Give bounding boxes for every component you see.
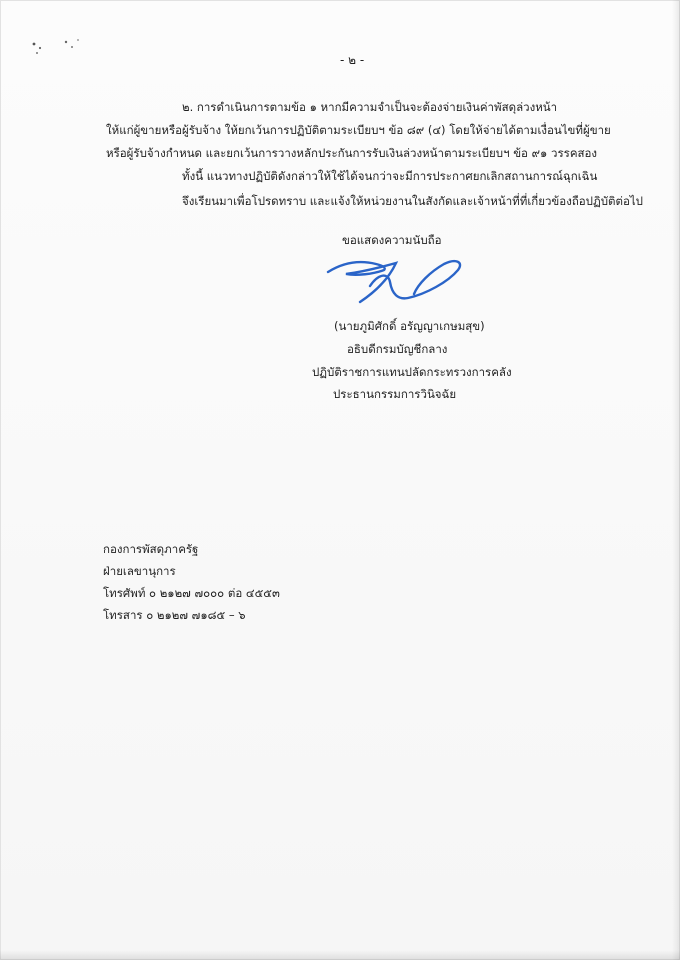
- scan-specks-icon: [26, 32, 86, 62]
- closing-request: จึงเรียนมาเพื่อโปรดทราบ และแจ้งให้หน่วยงานในสังกัดและเจ้าหน้าที่ที่เกี่ยวข้องถือปฏิบัติต่อไป: [182, 194, 643, 208]
- signature-icon: [326, 254, 476, 310]
- page-number: - ๒ -: [340, 53, 365, 67]
- body-para1-line2: ให้แก่ผู้ขายหรือผู้รับจ้าง ให้ยกเว้นการปฏิบัติตามระเบียบฯ ข้อ ๘๙ (๔) โดยให้จ่ายได้ตามเงื่อนไขที่ผู้ขาย: [106, 123, 611, 137]
- body-para1-line1: ๒. การดำเนินการตามข้อ ๑ หากมีความจำเป็นจะต้องจ่ายเงินค่าพัสดุล่วงหน้า: [182, 100, 558, 114]
- body-para1-line3: หรือผู้รับจ้างกำหนด และยกเว้นการวางหลักประกันการรับเงินล่วงหน้าตามระเบียบฯ ข้อ ๙๑ วรรคสอง: [106, 146, 598, 160]
- contact-division: กองการพัสดุภาครัฐ: [103, 542, 199, 556]
- page-edge-shadow: [672, 0, 680, 960]
- signatory-title-1: อธิบดีกรมบัญชีกลาง: [347, 342, 448, 356]
- signatory-title-3: ประธานกรรมการวินิจฉัย: [333, 387, 457, 401]
- signatory-title-2: ปฏิบัติราชการแทนปลัดกระทรวงการคลัง: [312, 365, 512, 379]
- salutation: ขอแสดงความนับถือ: [342, 233, 442, 247]
- signatory-name: (นายภูมิศักดิ์ อรัญญาเกษมสุข): [334, 319, 485, 333]
- contact-fax: โทรสาร ๐ ๒๑๒๗ ๗๑๘๕ – ๖: [103, 608, 246, 622]
- contact-phone: โทรศัพท์ ๐ ๒๑๒๗ ๗๐๐๐ ต่อ ๔๕๕๓: [103, 586, 280, 600]
- contact-section: ฝ่ายเลขานุการ: [103, 564, 176, 578]
- page-bottom-shadow: [0, 950, 680, 960]
- body-para2: ทั้งนี้ แนวทางปฏิบัติดังกล่าวให้ใช้ได้จนกว่าจะมีการประกาศยกเลิกสถานการณ์ฉุกเฉิน: [182, 169, 598, 183]
